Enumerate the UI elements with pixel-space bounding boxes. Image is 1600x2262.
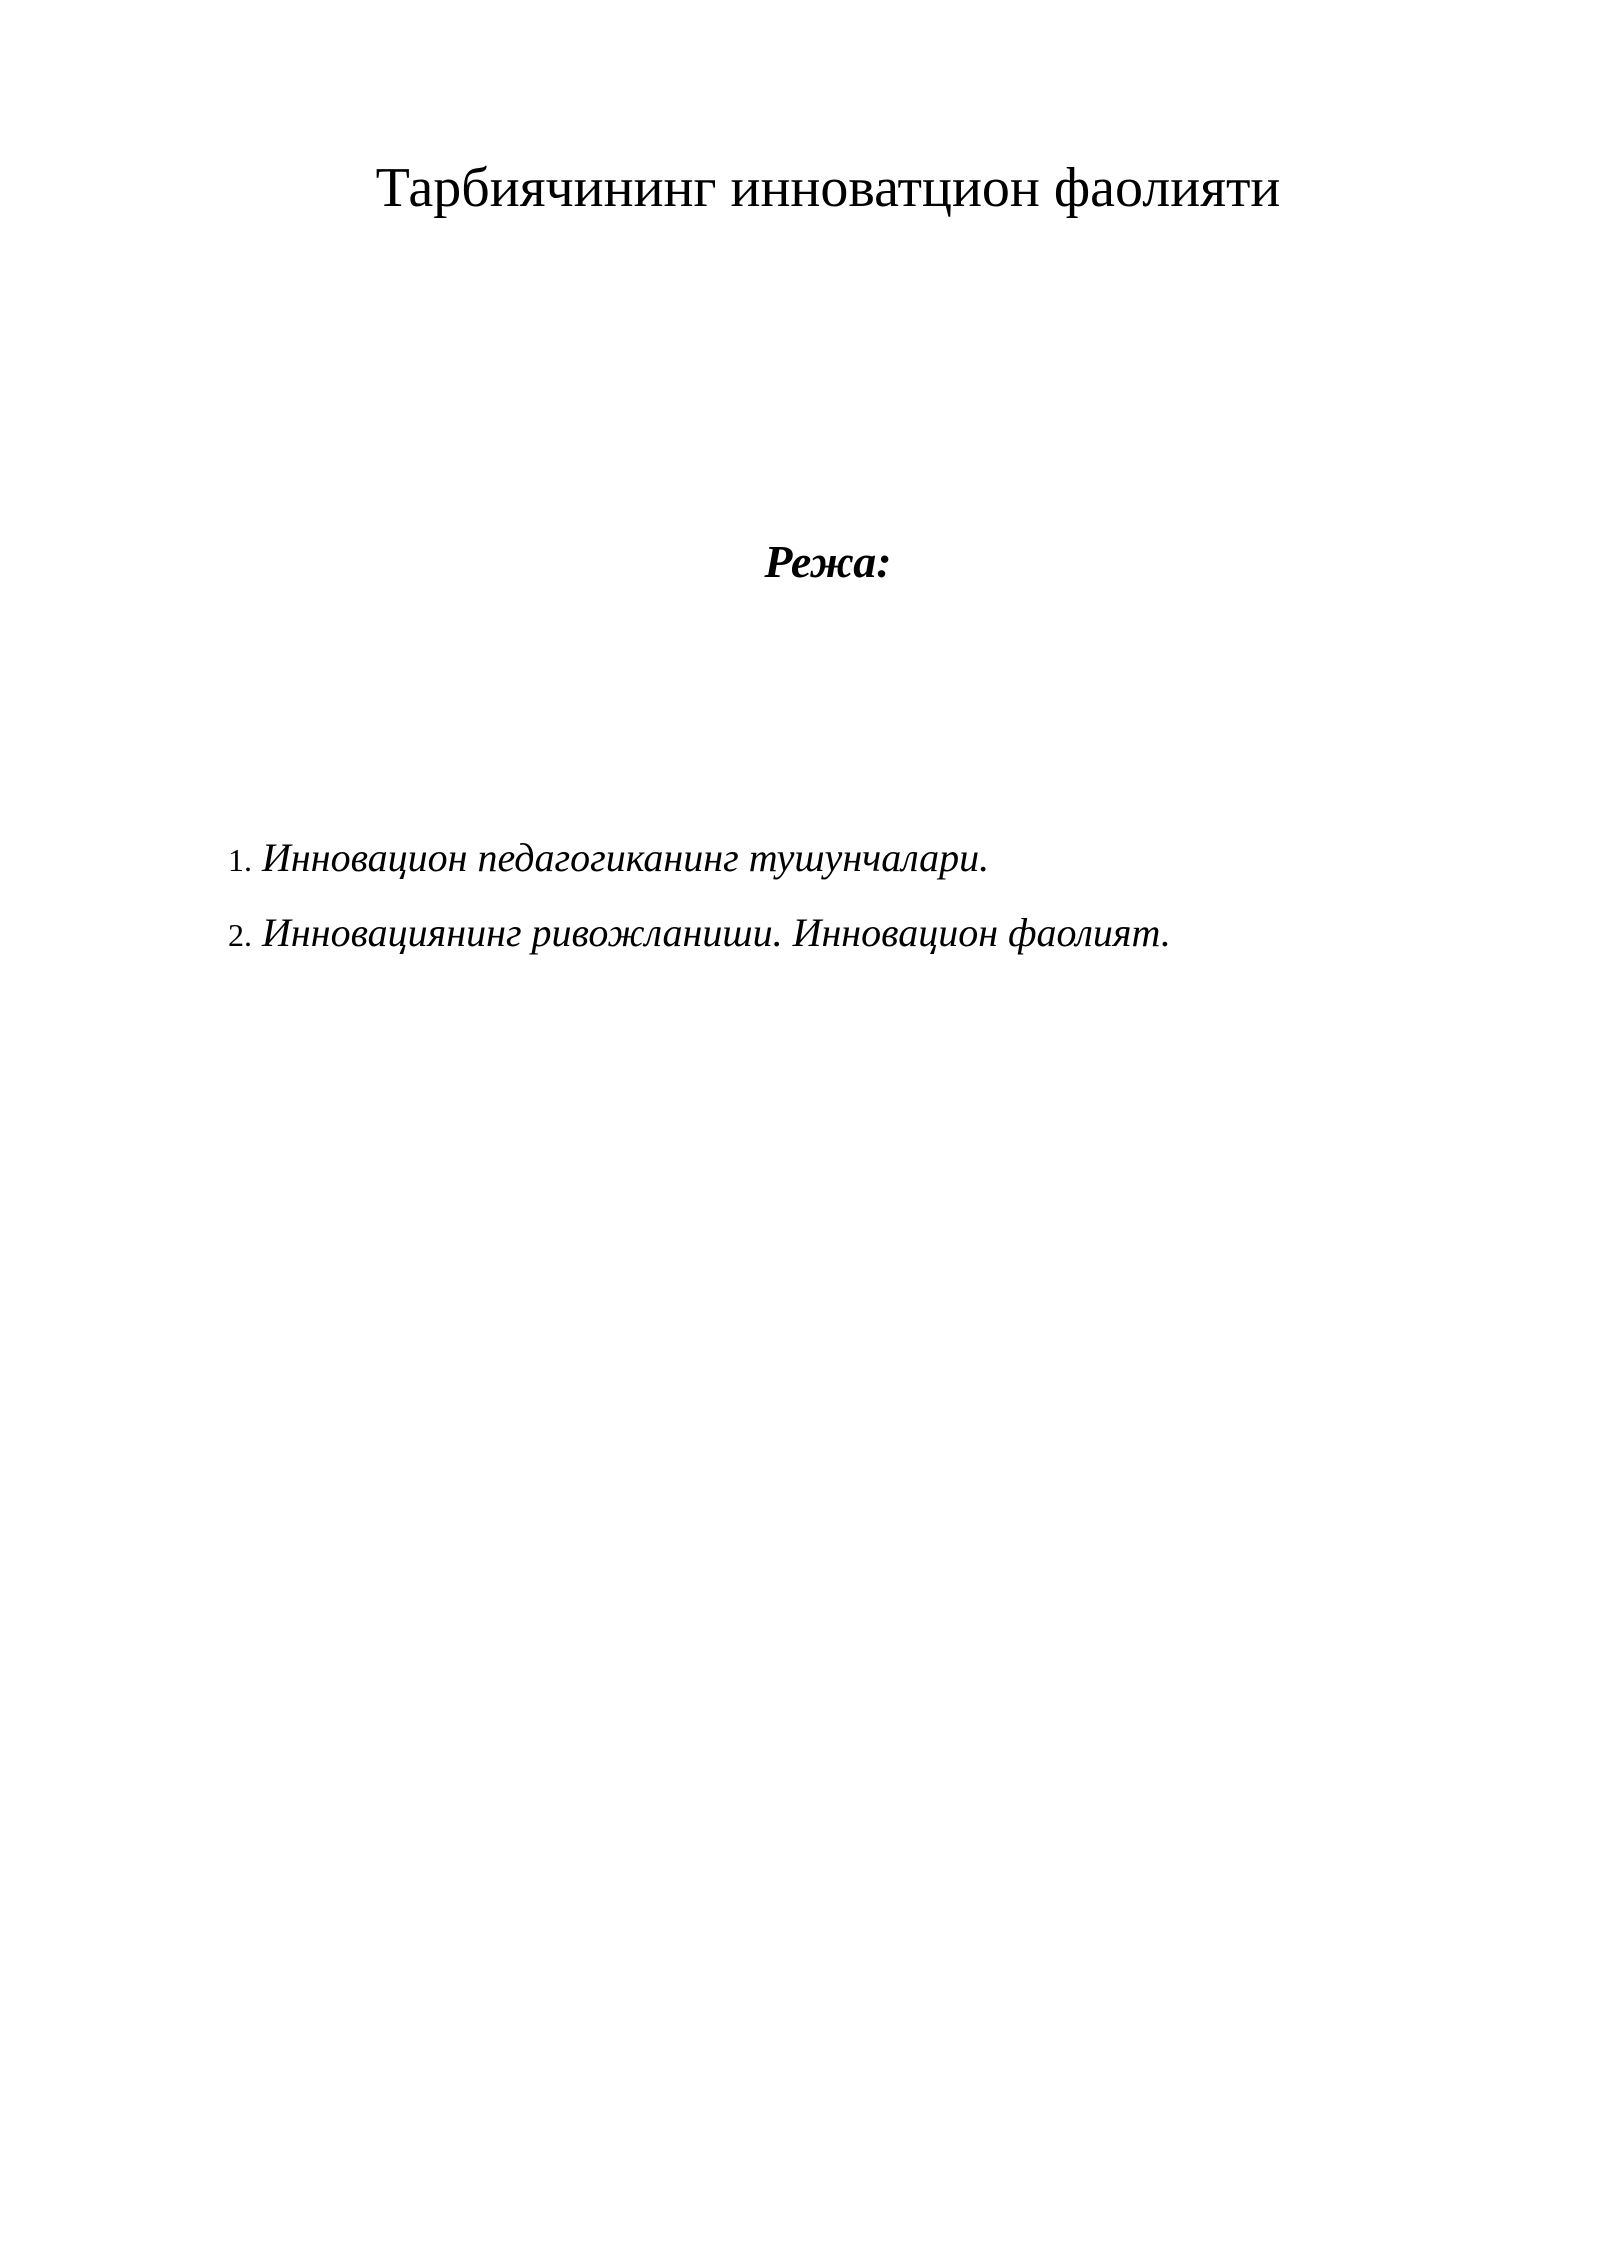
document-title: Тарбиячининг инноватцион фаолияти — [375, 157, 1281, 219]
plan-item-2 — [228, 903, 1171, 978]
plan-list — [228, 828, 1171, 978]
plan-item-number: 1. — [228, 842, 252, 878]
plan-item-text: Инновациянинг ривожланиши. Инновацион фаолият. — [262, 910, 1171, 955]
plan-item-number: 2. — [228, 917, 252, 953]
plan-item-1 — [228, 828, 1171, 903]
plan-item-text: Инновацион педагогиканинг тушунчалари. — [262, 835, 990, 880]
plan-heading: Режа: — [764, 536, 892, 587]
